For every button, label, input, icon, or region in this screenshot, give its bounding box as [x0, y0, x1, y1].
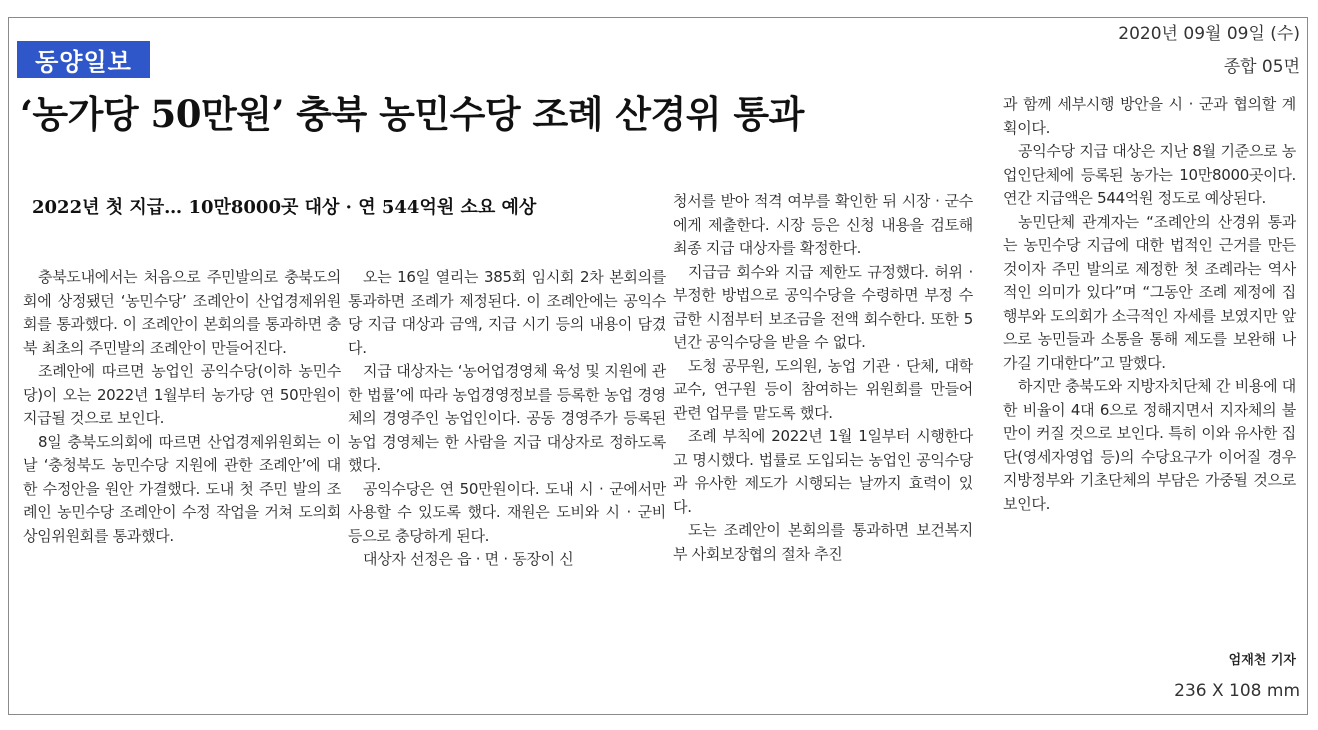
article-column-3 [673, 190, 973, 566]
paragraph: 8일 충북도의회에 따르면 산업경제위원회는 이날 ‘충청북도 농민수당 지원에 관한 조례안’에 대한 수정안을 원안 가결했다. 도내 첫 주민 발의 조례인 농민수당 조례안이 수정 작업을 거쳐 도의회 상임위원회를 통과했다. [23, 432, 341, 545]
clipping-size: 236 X 108 mm [1174, 681, 1300, 701]
subheadline: 2022년 첫 지급… 10만8000곳 대상 · 연 544억원 소요 예상 [32, 197, 537, 218]
paragraph: 도청 공무원, 도의원, 농업 기관 · 단체, 대학교수, 연구원 등이 참여하는 위원회를 만들어 관련 업무를 맡도록 했다. [673, 356, 973, 422]
paragraph: 대상자 선정은 읍 · 면 · 동장이 신 [363, 550, 574, 568]
paragraph: 도는 조례안이 본회의를 통과하면 보건복지부 사회보장협의 절차 추진 [673, 521, 973, 563]
paragraph: 조례 부칙에 2022년 1월 1일부터 시행한다고 명시했다. 법률로 도입되는 농업인 공익수당과 유사한 제도가 시행되는 날까지 효력이 있다. [673, 427, 973, 516]
paragraph: 하지만 충북도와 지방자치단체 간 비용에 대한 비율이 4대 6으로 정해지면서 지자체의 불만이 커질 것으로 보인다. 특히 이와 유사한 집단(영세자영업 등)의 수당요구가 이어질 경우 지방정부와 기초단체의 부담은 가중될 것으로 보인다. [1003, 377, 1296, 513]
publication-date: 2020년 09월 09일 (수) [1118, 24, 1300, 44]
page-section: 종합 05면 [1223, 57, 1300, 77]
paragraph-continued: 청서를 받아 적격 여부를 확인한 뒤 시장 · 군수에게 제출한다. 시장 등은 신청 내용을 검토해 최종 지급 대상자를 확정한다. [673, 192, 973, 257]
paragraph: 충북도내에서는 처음으로 주민발의로 충북도의회에 상정됐던 ‘농민수당’ 조례안이 산업경제위원회를 통과했다. 이 조례안이 본회의를 통과하면 충북 최초의 주민발의 조례안이 만들어진다. [23, 268, 341, 357]
paragraph: 농민단체 관계자는 “조례안의 산경위 통과는 농민수당 지급에 대한 법적인 근거를 만든 것이자 주민 발의로 제정한 첫 조례라는 역사적인 의미가 있다”며 “그동안 조례 제정에 집행부와 도의회가 소극적인 자세를 보였지만 앞으로 농민들과 소통을 통해 제도를 보완해 나가길 기대한다”고 말했다. [1003, 212, 1296, 372]
headline: ‘농가당 50만원’ 충북 농민수당 조례 산경위 통과 [20, 92, 804, 136]
article-column-1 [23, 266, 341, 548]
newspaper-logo: 동양일보 [17, 41, 150, 78]
paragraph: 공익수당은 연 50만원이다. 도내 시 · 군에서만 사용할 수 있도록 했다. 재원은 도비와 시 · 군비 등으로 충당하게 된다. [348, 479, 666, 545]
article-column-4 [1003, 93, 1296, 516]
reporter-byline: 엄재천 기자 [1228, 653, 1296, 668]
paragraph-continued: 과 함께 세부시행 방안을 시 · 군과 협의할 계획이다. [1003, 95, 1296, 137]
paragraph: 오는 16일 열리는 385회 임시회 2차 본회의를 통과하면 조례가 제정된다. 이 조례안에는 공익수당 지급 대상과 금액, 지급 시기 등의 내용이 담겼다. [348, 268, 666, 357]
paragraph: 지급금 회수와 지급 제한도 규정했다. 허위 · 부정한 방법으로 공익수당을 수령하면 부정 수급한 시점부터 보조금을 전액 회수한다. 또한 5년간 공익수당을 받을 수 없다. [673, 262, 973, 351]
paragraph: 지급 대상자는 ‘농어업경영체 육성 및 지원에 관한 법률’에 따라 농업경영정보를 등록한 농업 경영체의 경영주인 농업인이다. 공동 경영주가 등록된 농업 경영체는 한 사람을 지급 대상자로 정하도록 했다. [348, 362, 666, 474]
article-column-2 [348, 266, 666, 572]
paragraph: 공익수당 지급 대상은 지난 8월 기준으로 농업인단체에 등록된 농가는 10만8000곳이다. 연간 지급액은 544억원 정도로 예상된다. [1003, 142, 1296, 207]
paragraph: 조례안에 따르면 농업인 공익수당(이하 농민수당)이 오는 2022년 1월부터 농가당 연 50만원이 지급될 것으로 보인다. [23, 362, 341, 427]
